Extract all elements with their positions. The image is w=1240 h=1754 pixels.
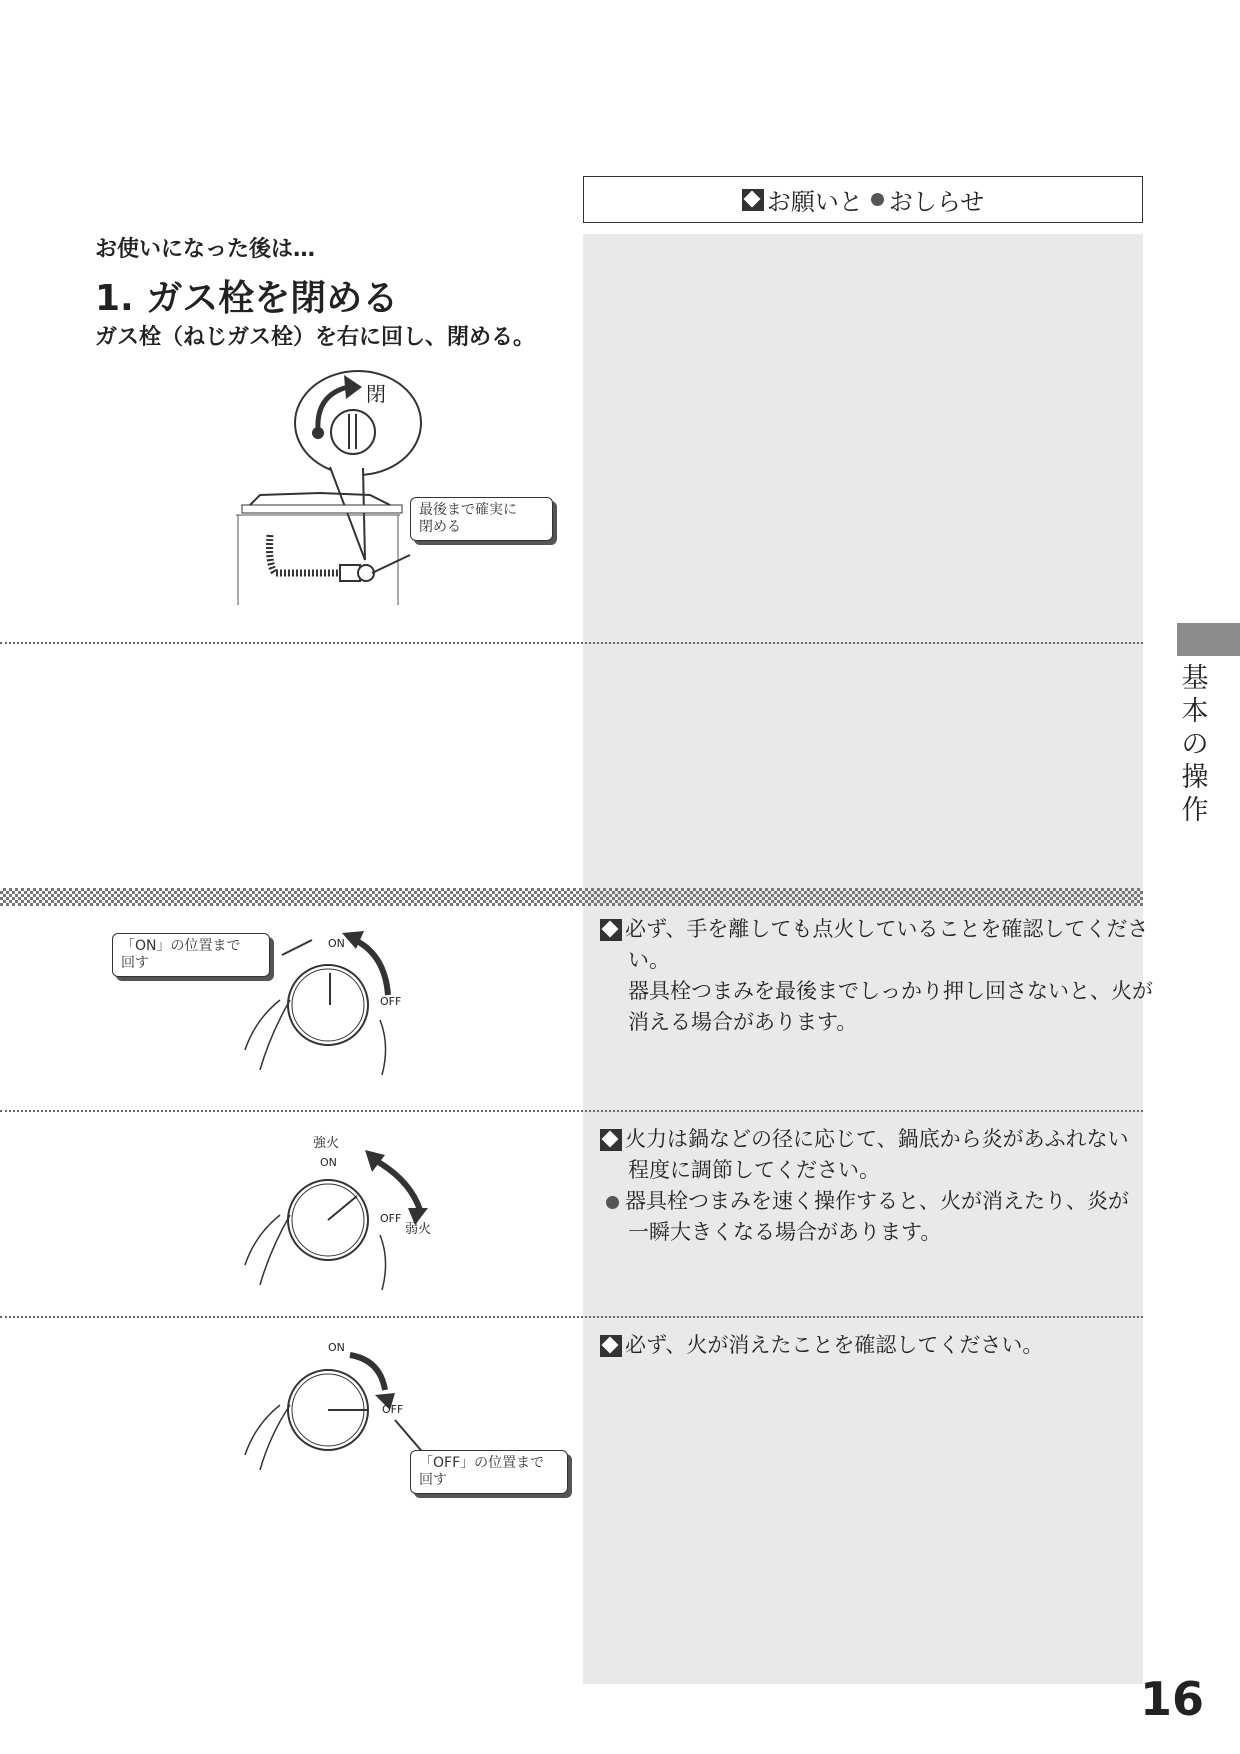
strong-label: 強火 — [313, 1136, 340, 1151]
on-label: ON — [320, 1156, 337, 1169]
off-label: OFF — [382, 1403, 404, 1416]
diamond-icon — [600, 1335, 622, 1357]
bullet-icon — [871, 193, 884, 206]
diamond-icon — [742, 189, 764, 211]
note-text: 必ず、火が消えたことを確認してください。 — [625, 1333, 1044, 1357]
gas-valve-illustration — [230, 365, 570, 615]
close-callout — [410, 497, 553, 541]
section-divider — [0, 642, 1143, 644]
note-text: 消える場合があります。 — [628, 1010, 858, 1034]
note-text: い。 — [628, 948, 670, 972]
section-title: 1. ガス栓を閉める — [95, 278, 399, 319]
callout-line: 「ON」の位置まで — [121, 938, 241, 954]
note-block — [600, 1124, 1129, 1248]
note-text: 器具栓つまみを速く操作すると、火が消えたり、炎が — [625, 1189, 1129, 1213]
section-subtitle: お使いになった後は… — [95, 237, 316, 262]
callout-line: 「OFF」の位置まで — [419, 1455, 545, 1471]
page-number: 16 — [1140, 1672, 1205, 1726]
side-tab-char: 操 — [1181, 762, 1209, 793]
bullet-icon — [606, 1196, 619, 1209]
off-callout — [410, 1450, 568, 1494]
side-tab-label — [1180, 662, 1210, 827]
side-tab-char: 本 — [1181, 696, 1209, 727]
on-label: ON — [328, 1341, 345, 1354]
on-label: ON — [328, 937, 345, 950]
side-tab-char: 作 — [1181, 795, 1209, 826]
note-text: 程度に調節してください。 — [628, 1158, 880, 1182]
notes-header — [583, 176, 1143, 223]
weak-label: 弱火 — [405, 1222, 432, 1237]
callout-line: 閉める — [419, 519, 461, 535]
knob-on-illustration — [230, 925, 430, 1085]
off-label: OFF — [380, 1212, 402, 1225]
note-text: 器具栓つまみを最後までしっかり押し回さないと、火が — [628, 979, 1153, 1003]
section-instruction: ガス栓（ねじガス栓）を右に回し、閉める。 — [95, 325, 536, 350]
note-block — [600, 1330, 1043, 1361]
diamond-icon — [600, 919, 622, 941]
section-divider-checker — [0, 888, 1143, 906]
side-tab-marker — [1177, 623, 1240, 656]
note-text: 必ず、手を離しても点火していることを確認してくださ — [625, 917, 1149, 941]
close-label: 閉 — [366, 382, 386, 406]
note-text: 火力は鍋などの径に応じて、鍋底から炎があふれない — [625, 1127, 1129, 1151]
info-label: おしらせ — [888, 188, 985, 216]
note-block — [600, 914, 1153, 1038]
diamond-icon — [600, 1129, 622, 1151]
notice-label: お願いと — [766, 188, 863, 216]
side-tab-char: の — [1181, 729, 1209, 760]
callout-line: 回す — [419, 1472, 447, 1488]
section-divider — [0, 1316, 1143, 1318]
side-tab-char: 基 — [1181, 663, 1209, 694]
callout-line: 最後まで確実に — [419, 502, 517, 518]
knob-adjust-illustration — [230, 1130, 470, 1300]
section-divider — [0, 1110, 1143, 1112]
off-label: OFF — [380, 995, 402, 1008]
callout-line: 回す — [121, 955, 149, 971]
note-text: 一瞬大きくなる場合があります。 — [628, 1220, 942, 1244]
